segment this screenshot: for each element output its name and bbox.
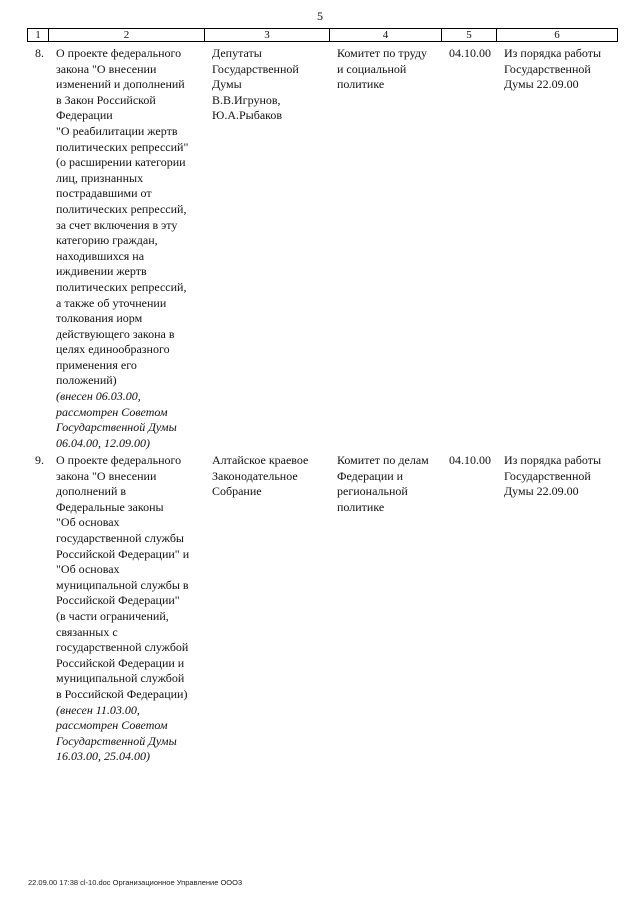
- bill-author-line: Ю.А.Рыбаков: [212, 108, 283, 123]
- bill-title-line: О проекте федерального: [56, 46, 182, 60]
- bill-title-line: а также об уточнении: [56, 295, 167, 310]
- bill-title-line: категорию граждан,: [56, 233, 158, 248]
- column-header-2: 2: [49, 29, 205, 42]
- bill-title-line: Российской Федерации" и: [56, 546, 190, 561]
- bill-title-line: за счет включения в эту: [56, 217, 178, 232]
- consideration-date: 04.10.00: [449, 453, 491, 467]
- row-number: 8.: [35, 46, 44, 60]
- bill-title-line: толкования иорм: [56, 311, 143, 326]
- bill-title-line: "Об основах: [56, 515, 120, 530]
- page-number: 5: [317, 9, 323, 23]
- committee-line: и социальной: [337, 61, 407, 76]
- bill-note-line: Государственной Думы: [56, 420, 177, 435]
- status-line: Из порядка работы: [504, 46, 602, 60]
- bill-title-line: Российской Федерации и: [56, 655, 185, 670]
- consideration-date: 04.10.00: [449, 46, 491, 60]
- committee: [337, 453, 429, 515]
- bill-note-line: (внесен 11.03.00,: [56, 702, 140, 717]
- column-header-1: 1: [28, 29, 49, 42]
- bill-note-line: (внесен 06.03.00,: [56, 389, 141, 404]
- bill-author: [212, 46, 299, 124]
- committee-line: Комитет по делам: [337, 453, 429, 467]
- committee-line: региональной: [337, 484, 408, 499]
- bill-title-line: положений): [56, 373, 117, 388]
- bill-title-line: Федеральные законы: [56, 499, 164, 514]
- bill-title-line: политических репрессий,: [56, 279, 187, 294]
- bill-note-line: 16.03.00, 25.04.00): [56, 749, 150, 764]
- bill-title-line: муниципальной службы в: [56, 577, 189, 592]
- committee-line: Комитет по труду: [337, 46, 428, 60]
- bill-title-line: государственной службы: [56, 530, 184, 545]
- column-header-row: [27, 28, 618, 42]
- status-line: Думы 22.09.00: [504, 77, 579, 92]
- bill-title-line: изменений и дополнений: [56, 77, 185, 92]
- bill-note-line: рассмотрен Советом: [56, 718, 168, 733]
- status-line: Думы 22.09.00: [504, 484, 579, 499]
- column-header-4: 4: [330, 29, 442, 42]
- committee-line: политике: [337, 499, 385, 514]
- bill-title: [56, 46, 188, 451]
- bill-title: [56, 453, 189, 765]
- bill-title-line: "Об основах: [56, 562, 120, 577]
- status-note: [504, 453, 601, 500]
- bill-title-line: Федерации: [56, 108, 113, 123]
- bill-title-line: дополнений в: [56, 484, 127, 499]
- bill-title-line: О проекте федерального: [56, 453, 182, 467]
- status-line: Из порядка работы: [504, 453, 602, 467]
- bill-title-line: иждивении жертв: [56, 264, 147, 279]
- bill-note-line: Государственной Думы: [56, 733, 177, 748]
- committee-line: политике: [337, 77, 385, 92]
- bill-author-line: Собрание: [212, 484, 262, 499]
- row-number: 9.: [35, 453, 44, 467]
- bill-title-line: закона "О внесении: [56, 468, 157, 483]
- bill-note-line: рассмотрен Советом: [56, 404, 168, 419]
- footer: 22.09.00 17:38 cl-10.doc Организационное Управление ООО3: [28, 878, 243, 887]
- committee: [337, 46, 427, 93]
- bill-author-line: Алтайское краевое: [212, 453, 309, 467]
- bill-author-line: Законодательное: [212, 468, 298, 483]
- bill-title-line: политических репрессий,: [56, 201, 187, 216]
- bill-author-line: В.В.Игрунов,: [212, 92, 281, 107]
- bill-title-line: в Российской Федерации): [56, 686, 188, 701]
- bill-title-line: лиц, признанных: [56, 170, 144, 185]
- bill-title-line: (о расширении категории: [56, 155, 186, 170]
- bill-author: [212, 453, 308, 500]
- bill-title-line: пострадавшими от: [56, 186, 152, 201]
- bill-title-line: связанных с: [56, 624, 118, 639]
- bill-title-line: применения его: [56, 357, 137, 372]
- bill-title-line: политических репрессий": [56, 139, 189, 154]
- committee-line: Федерации и: [337, 468, 404, 483]
- bill-title-line: целях единообразного: [56, 342, 170, 357]
- bill-title-line: "О реабилитации жертв: [56, 123, 178, 138]
- column-header-5: 5: [442, 29, 497, 42]
- status-note: [504, 46, 601, 93]
- bill-title-line: действующего закона в: [56, 326, 175, 341]
- status-line: Государственной: [504, 468, 591, 483]
- bill-author-line: Думы: [212, 77, 242, 92]
- bill-note-line: 06.04.00, 12.09.00): [56, 435, 150, 450]
- column-header-3: 3: [205, 29, 330, 42]
- status-line: Государственной: [504, 61, 591, 76]
- bill-title-line: находившихся на: [56, 248, 145, 263]
- bill-title-line: закона "О внесении: [56, 61, 157, 76]
- bill-title-line: муниципальной службой: [56, 671, 185, 686]
- bill-title-line: (в части ограничений,: [56, 608, 169, 623]
- bill-title-line: государственной службой: [56, 640, 189, 655]
- bill-title-line: Российской Федерации": [56, 593, 180, 608]
- column-header-6: 6: [497, 29, 618, 42]
- bill-title-line: в Закон Российской: [56, 92, 156, 107]
- bill-author-line: Депутаты: [212, 46, 262, 60]
- bill-author-line: Государственной: [212, 61, 299, 76]
